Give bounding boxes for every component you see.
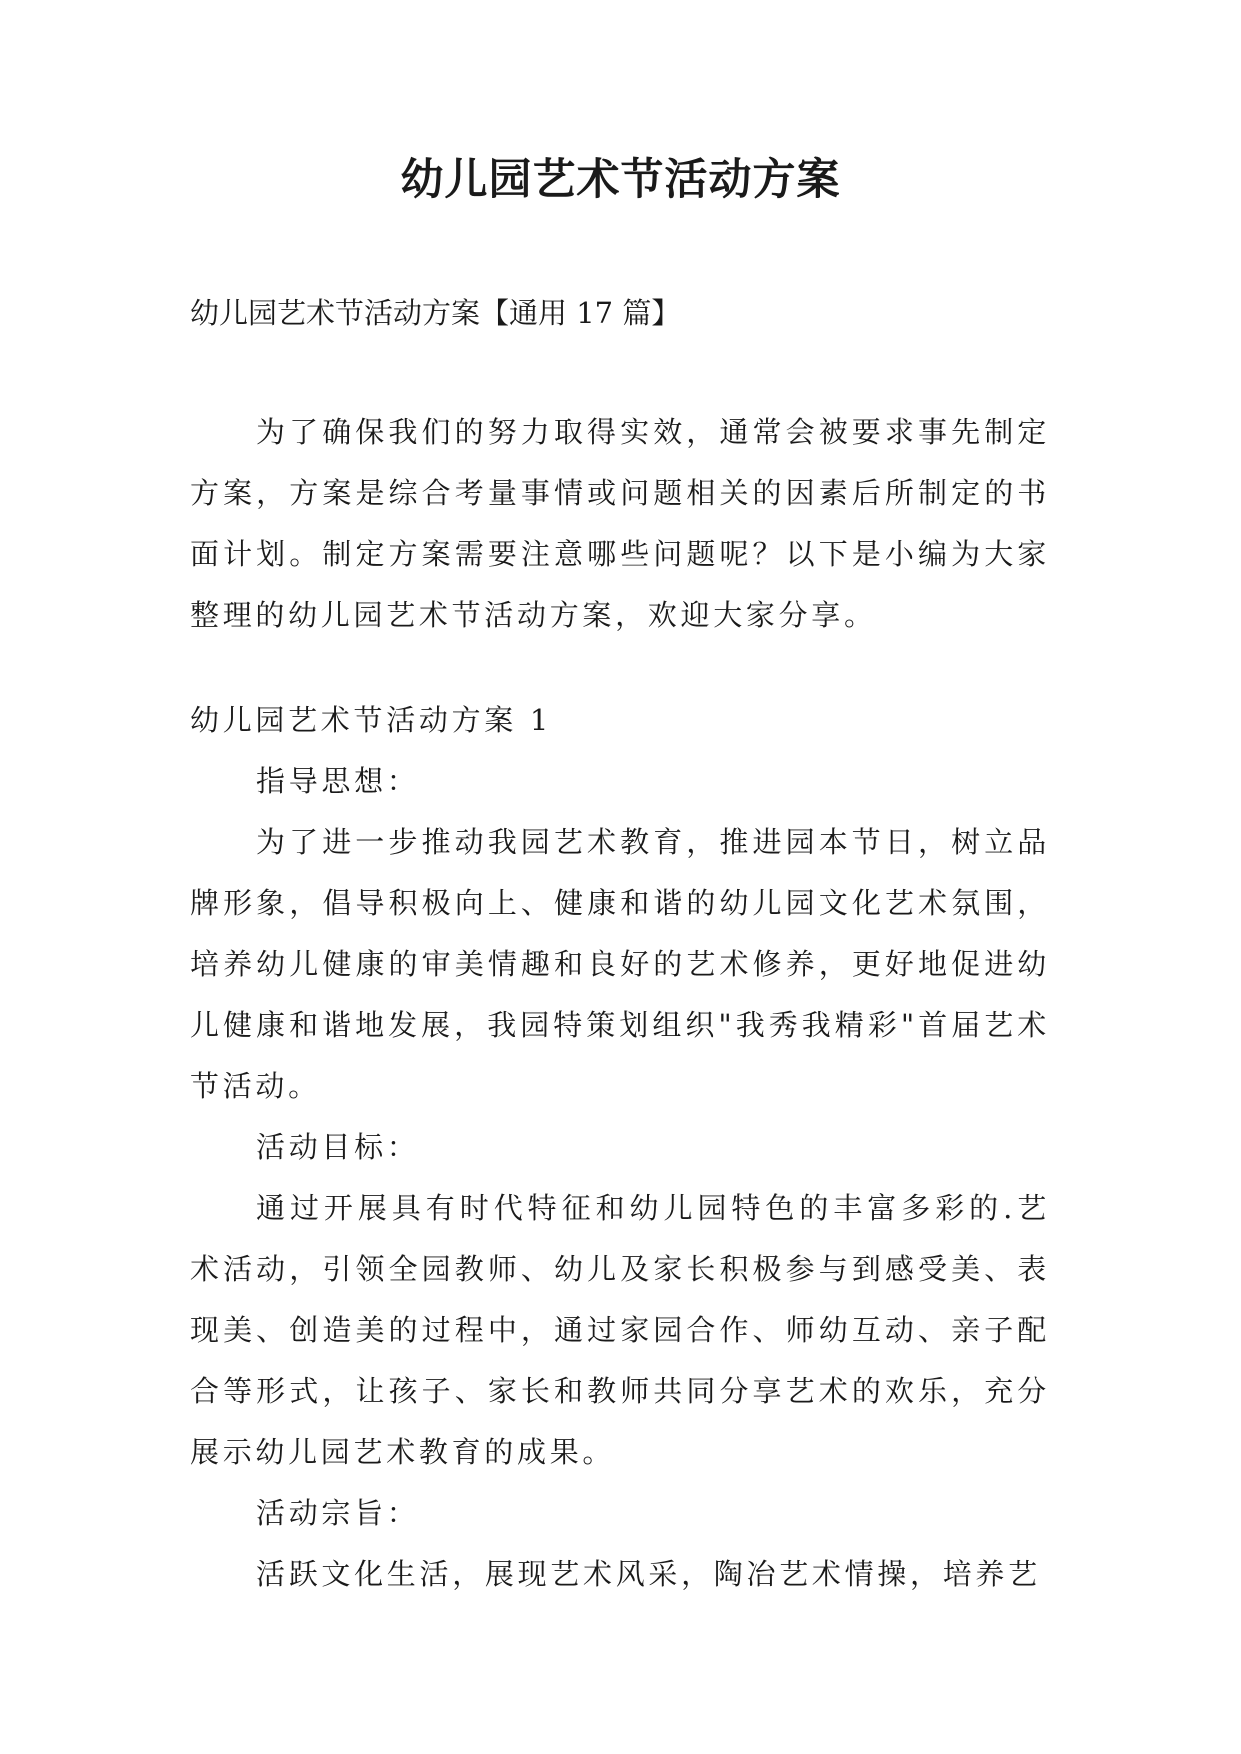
document-subtitle: 幼儿园艺术节活动方案【通用 17 篇】	[190, 296, 681, 330]
purpose-paragraph: 活跃文化生活，展现艺术风采，陶冶艺术情操，培养艺	[256, 1557, 1041, 1591]
intro-paragraph: 为了确保我们的努力取得实效，通常会被要求事先制定方案，方案是综合考量事情或问题相关的因素后所制定的书面计划。制定方案需要注意哪些问题呢？以下是小编为大家整理的幼儿园艺术节活动方案，欢迎大家分享。	[190, 415, 1050, 632]
intro-block	[190, 402, 1050, 646]
purpose-label: 活动宗旨：	[256, 1496, 420, 1530]
guiding-label: 指导思想：	[256, 764, 420, 798]
document-title: 幼儿园艺术节活动方案	[400, 155, 841, 205]
section-heading: 幼儿园艺术节活动方案 1	[190, 703, 553, 737]
goal-label: 活动目标：	[256, 1130, 420, 1164]
goal-paragraph: 通过开展具有时代特征和幼儿园特色的丰富多彩的.艺术活动，引领全园教师、幼儿及家长积极参与到感受美、表现美、创造美的过程中，通过家园合作、师幼互动、亲子配合等形式，让孩子、家长和教师共同分享艺术的欢乐，充分展示幼儿园艺术教育的成果。	[190, 1191, 1050, 1469]
section-1	[190, 690, 1050, 1605]
guiding-paragraph: 为了进一步推动我园艺术教育，推进园本节日，树立品牌形象，倡导积极向上、健康和谐的幼儿园文化艺术氛围，培养幼儿健康的审美情趣和良好的艺术修养，更好地促进幼儿健康和谐地发展，我园特策划组织"我秀我精彩"首届艺术节活动。	[190, 825, 1050, 1103]
